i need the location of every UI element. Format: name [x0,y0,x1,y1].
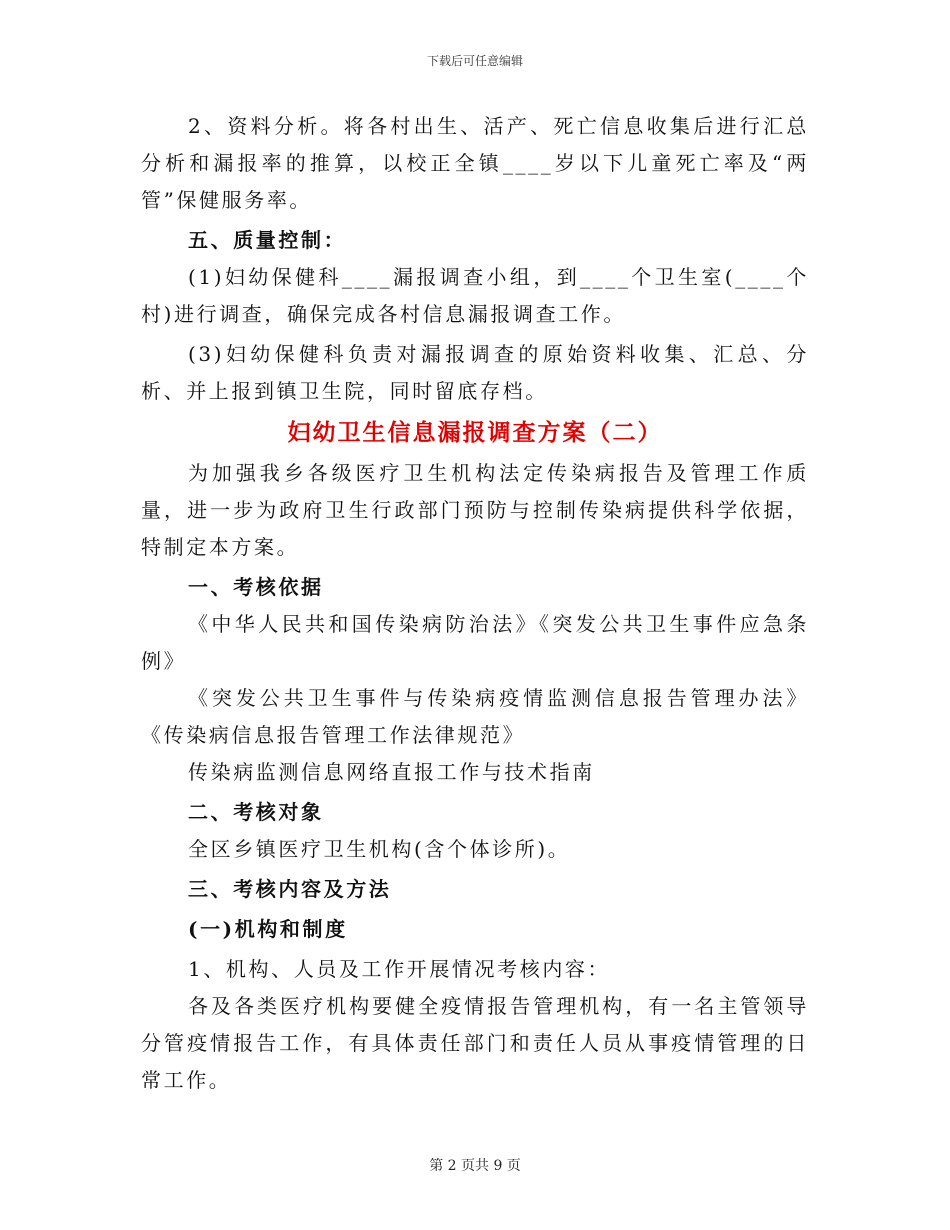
paragraph-data-analysis: 2、资料分析。将各村出生、活产、死亡信息收集后进行汇总分析和漏报率的推算，以校正全镇____岁以下儿童死亡率及“两管”保健服务率。 [141,114,809,212]
paragraph-target-institutions: 全区乡镇医疗卫生机构(含个体诊所)。 [188,837,571,861]
heading-quality-control: 五、质量控制： [188,228,347,252]
heading-assessment-basis: 一、考核依据 [188,575,324,599]
paragraph-regulation-references: 《突发公共卫生事件与传染病疫情监测信息报告管理办法》《传染病信息报告管理工作法律规范》 [141,686,809,747]
heading-assessment-content: 三、考核内容及方法 [188,877,392,901]
paragraph-survey-team: (1)妇幼保健科____漏报调查小组，到____个卫生室(____个村)进行调查，确保完成各村信息漏报调查工作。 [141,265,809,326]
paragraph-reporting-management: 各及各类医疗机构要健全疫情报告管理机构，有一名主管领导分管疫情报告工作，有具体责任部门和责任人员从事疫情管理的日常工作。 [141,994,809,1092]
paragraph-staffing: 1、机构、人员及工作开展情况考核内容： [188,957,611,981]
document-body [141,108,809,1099]
paragraph-intro: 为加强我乡各级医疗卫生机构法定传染病报告及管理工作质量，进一步为政府卫生行政部门预防与控制传染病提供科学依据，特制定本方案。 [141,461,809,559]
document-title: 妇幼卫生信息漏报调查方案（二） [287,419,663,446]
subheading-institutions: (一)机构和制度 [188,917,348,941]
paragraph-data-archive: (3)妇幼保健科负责对漏报调查的原始资料收集、汇总、分析、并上报到镇卫生院，同时留底存档。 [141,342,809,403]
page-header: 下载后可任意编辑 [426,54,523,68]
paragraph-law-references: 《中华人民共和国传染病防治法》《突发公共卫生事件应急条例》 [141,612,809,673]
paragraph-technical-guide: 传染病监测信息网络直报工作与技术指南 [188,760,595,784]
heading-assessment-target: 二、考核对象 [188,800,324,824]
page-footer: 第 2 页共 9 页 [429,1158,521,1174]
